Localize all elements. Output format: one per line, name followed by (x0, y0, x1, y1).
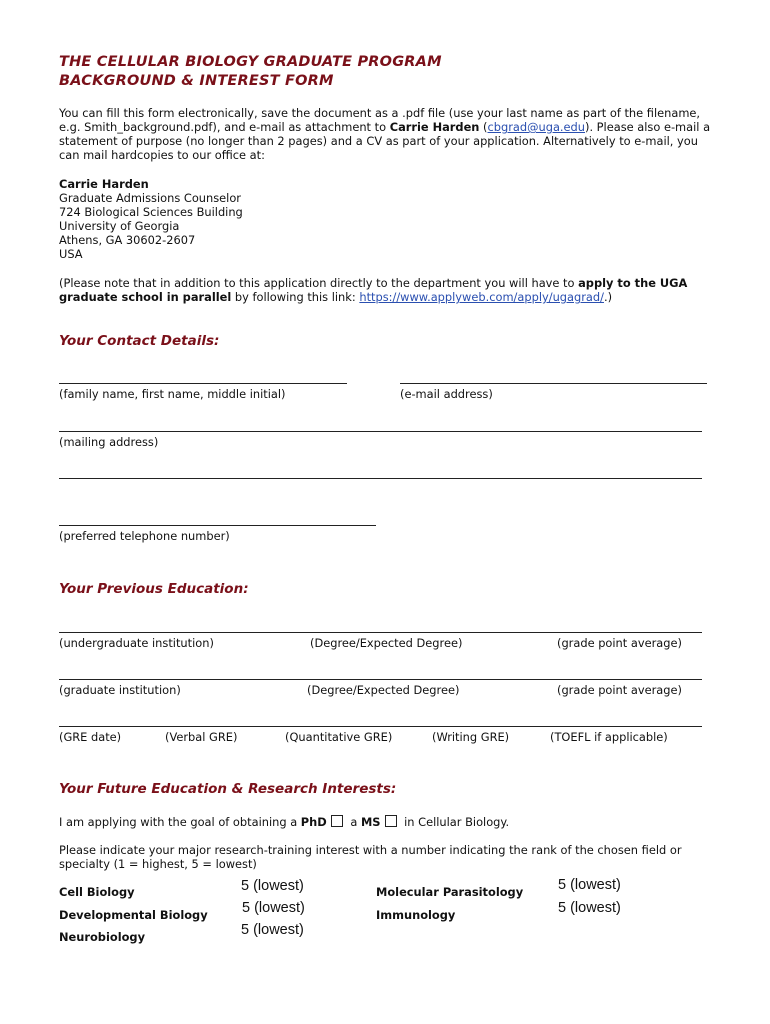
cell-biology-label: Cell Biology (59, 885, 135, 899)
verbal-gre-label: (Verbal GRE) (165, 730, 238, 744)
education-heading: Your Previous Education: (59, 581, 249, 597)
cell-biology-rank-select[interactable]: 5 (lowest) (241, 878, 304, 894)
developmental-biology-rank-select[interactable]: 5 (lowest) (242, 900, 305, 916)
email-link[interactable]: cbgrad@uga.edu (487, 120, 585, 134)
undergrad-field[interactable] (59, 632, 702, 633)
applyweb-link[interactable]: https://www.applyweb.com/apply/ugagrad/ (359, 290, 604, 304)
undergrad-label: (undergraduate institution) (59, 636, 214, 650)
future-heading: Your Future Education & Research Interests: (59, 781, 397, 797)
developmental-biology-label: Developmental Biology (59, 908, 208, 922)
address-line: Graduate Admissions Counselor (59, 191, 241, 205)
immunology-rank-select[interactable]: 5 (lowest) (558, 900, 621, 916)
gre-date-label: (GRE date) (59, 730, 122, 744)
grad-label: (graduate institution) (59, 683, 181, 697)
note-bold: apply to the UGA graduate school in parallel (59, 276, 688, 304)
address-line: Athens, GA 30602-2607 (59, 233, 196, 247)
phd-label: PhD (300, 815, 327, 829)
grad-gpa-label: (grade point average) (557, 683, 682, 697)
address-line: 724 Biological Sciences Building (59, 205, 243, 219)
address-name: Carrie Harden (59, 177, 149, 191)
note-text-1: (Please note that in addition to this application directly to the department you will have to (59, 276, 579, 290)
goal-suffix: in Cellular Biology. (400, 815, 510, 829)
telephone-field[interactable] (59, 525, 376, 526)
phd-checkbox[interactable] (331, 815, 343, 827)
gre-field[interactable] (59, 726, 702, 727)
email-field[interactable] (400, 383, 707, 384)
mailing-address-field[interactable] (59, 431, 702, 432)
writing-gre-label: (Writing GRE) (432, 730, 510, 744)
molecular-parasitology-label: Molecular Parasitology (376, 885, 524, 899)
telephone-label: (preferred telephone number) (59, 529, 230, 543)
contact-heading: Your Contact Details: (59, 333, 220, 349)
intro-paragraph (59, 106, 719, 162)
note-text-3: .) (603, 290, 613, 304)
address-line: University of Georgia (59, 219, 180, 233)
name-label: (family name, first name, middle initial) (59, 387, 286, 401)
name-field[interactable] (59, 383, 347, 384)
intro-paren: ( (479, 120, 488, 134)
goal-prefix: I am applying with the goal of obtaining a (59, 815, 301, 829)
molecular-parasitology-rank-select[interactable]: 5 (lowest) (558, 877, 621, 893)
neurobiology-label: Neurobiology (59, 930, 146, 944)
graduate-school-note (59, 276, 709, 304)
rank-instruction: Please indicate your major research-training interest with a number indicating the rank of the chosen field or specialty (1 = highest, 5 = lowest) (59, 843, 682, 871)
form-title-line2: BACKGROUND & INTEREST FORM (59, 73, 334, 89)
mailing-address-block (59, 177, 243, 261)
degree-goal-line (59, 815, 509, 829)
ms-label: MS (360, 815, 381, 829)
toefl-label: (TOEFL if applicable) (550, 730, 668, 744)
mailing-address-label: (mailing address) (59, 435, 159, 449)
neurobiology-rank-select[interactable]: 5 (lowest) (241, 922, 304, 938)
goal-a: a (346, 815, 361, 829)
grad-field[interactable] (59, 679, 702, 680)
ms-checkbox[interactable] (385, 815, 397, 827)
form-title-line1: THE CELLULAR BIOLOGY GRADUATE PROGRAM (59, 54, 442, 70)
note-text-2: by following this link: (231, 290, 360, 304)
intro-text-1: You can fill this form electronically, save the document as a .pdf file (use your last name as part of the filename, e.g. Smith_background.pdf), and e-mail as attachment to (59, 106, 701, 134)
intro-text-2: ). Please also e-mail a statement of purpose (no longer than 2 pages) and a CV as part of your application. Alternatively to e-mail, you can mail hardcopies to our office at: (59, 120, 711, 162)
undergrad-gpa-label: (grade point average) (557, 636, 682, 650)
immunology-label: Immunology (376, 908, 456, 922)
mailing-address-field-2[interactable] (59, 478, 702, 479)
undergrad-degree-label: (Degree/Expected Degree) (310, 636, 463, 650)
address-line: USA (59, 247, 83, 261)
quant-gre-label: (Quantitative GRE) (285, 730, 393, 744)
intro-contact-name: Carrie Harden (389, 120, 480, 134)
grad-degree-label: (Degree/Expected Degree) (307, 683, 460, 697)
email-label: (e-mail address) (400, 387, 493, 401)
